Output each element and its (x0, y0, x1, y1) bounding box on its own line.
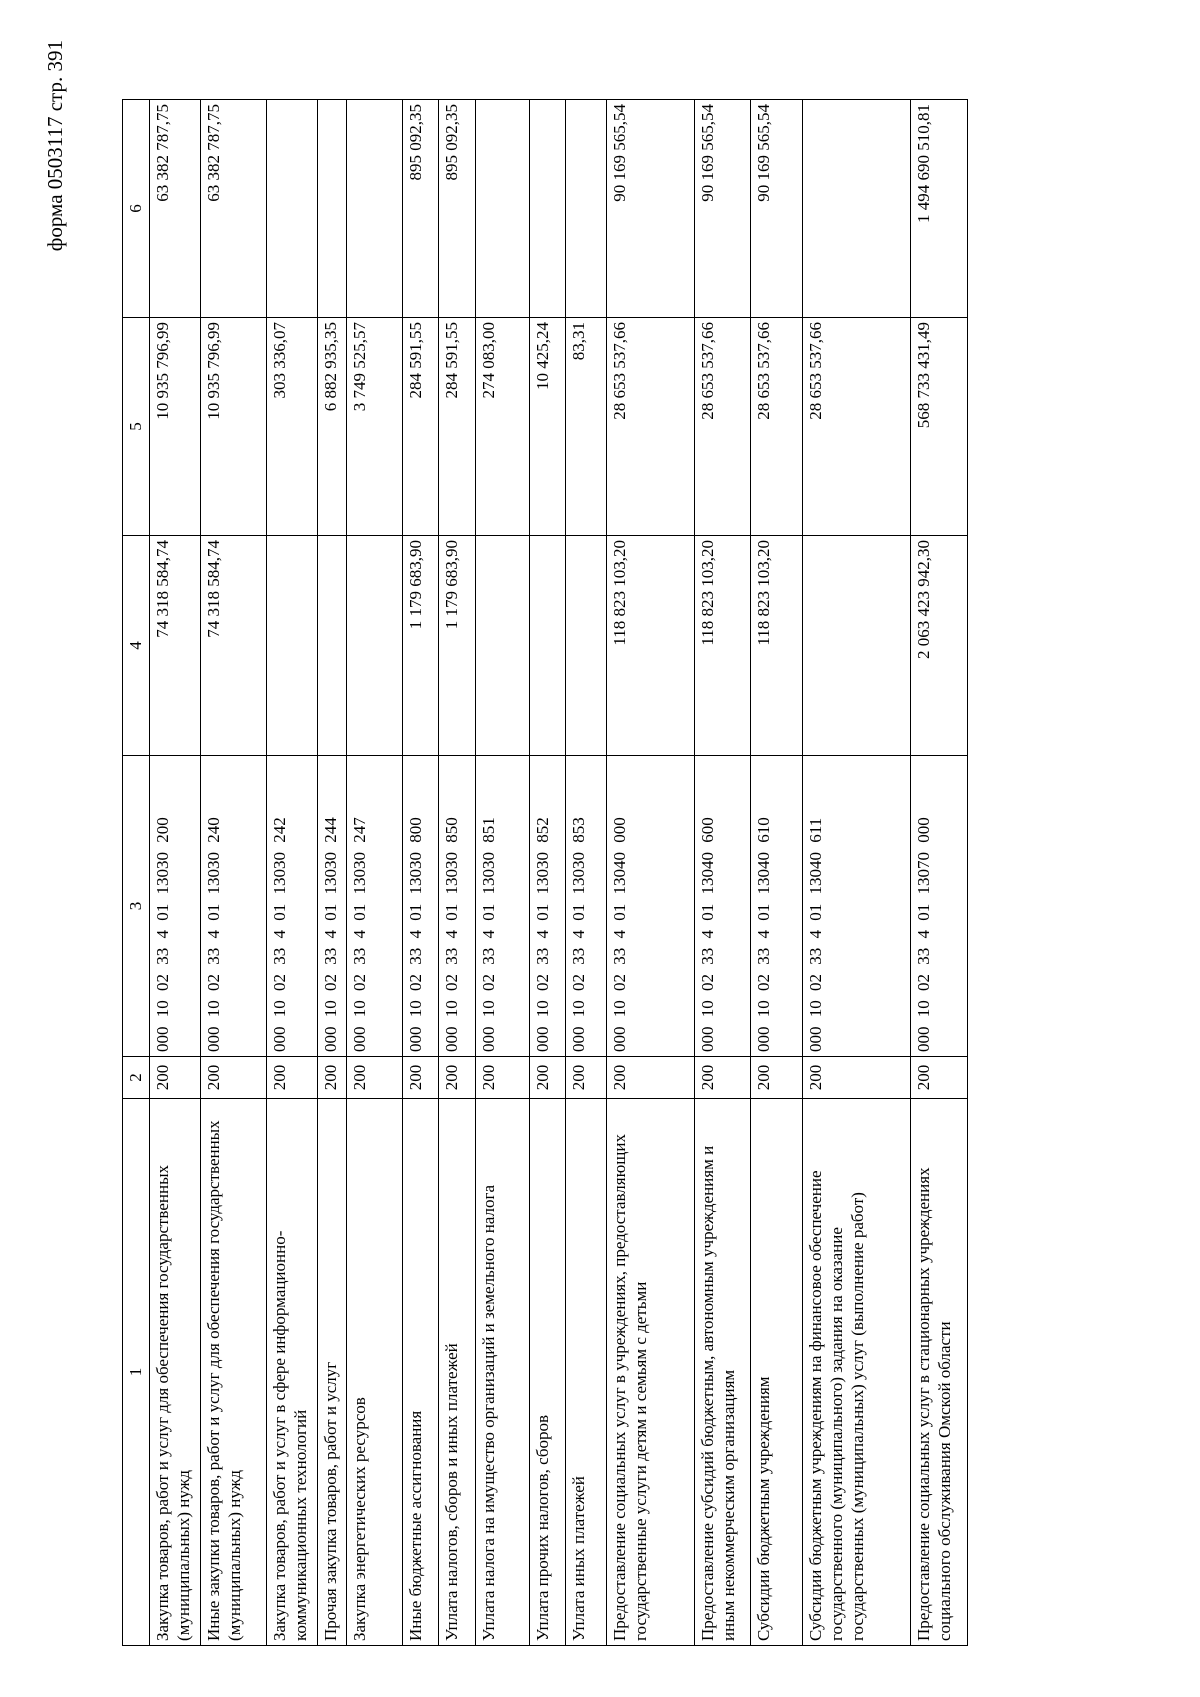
row-name: Предоставление субсидий бюджетным, автономным учреждениям и иным некоммерческим организациям (695, 1099, 751, 1646)
row-col6: 895 092,35 (403, 100, 439, 318)
header-cell: 4 (123, 536, 150, 756)
row-kbk: 000 10 02 33 4 01 13040 610 (751, 756, 803, 1057)
row-name: Уплата налога на имущество организаций и земельного налога (476, 1099, 530, 1646)
row-kbk: 000 10 02 33 4 01 13030 200 (150, 756, 201, 1057)
row-col4 (318, 536, 347, 756)
row-kbk: 000 10 02 33 4 01 13030 247 (347, 756, 403, 1057)
table-row (911, 100, 968, 1646)
row-col5: 284 591,55 (403, 318, 439, 536)
row-col5: 284 591,55 (439, 318, 476, 536)
row-name: Закупка энергетических ресурсов (347, 1099, 403, 1646)
row-name: Предоставление социальных услуг в учреждениях, предоставляющих государственные услуги детям и семьям с детьми (607, 1099, 695, 1646)
row-kbk: 000 10 02 33 4 01 13040 611 (803, 756, 911, 1057)
row-col5: 6 882 935,35 (318, 318, 347, 536)
row-col6: 90 169 565,54 (751, 100, 803, 318)
row-code: 200 (439, 1057, 476, 1099)
row-col4: 1 179 683,90 (439, 536, 476, 756)
table-row (607, 100, 695, 1646)
table-row (530, 100, 566, 1646)
report-table (122, 99, 968, 1646)
row-col4: 2 063 423 942,30 (911, 536, 968, 756)
report-page (122, 100, 1067, 1646)
row-name: Субсидии бюджетным учреждениям на финансовое обеспечение государственного (муниципального) задания на оказание государственных (муниципальных) услуг (выполнение работ) (803, 1099, 911, 1646)
row-col6 (530, 100, 566, 318)
row-col5: 10 935 796,99 (201, 318, 267, 536)
row-col4 (566, 536, 607, 756)
row-code: 200 (347, 1057, 403, 1099)
table-row (318, 100, 347, 1646)
header-cell: 6 (123, 100, 150, 318)
row-col6: 63 382 787,75 (150, 100, 201, 318)
row-col5: 10 935 796,99 (150, 318, 201, 536)
header-cell: 2 (123, 1057, 150, 1099)
row-col5: 28 653 537,66 (751, 318, 803, 536)
row-code: 200 (150, 1057, 201, 1099)
row-kbk: 000 10 02 33 4 01 13030 853 (566, 756, 607, 1057)
header-cell: 5 (123, 318, 150, 536)
table-row (150, 100, 201, 1646)
row-name: Закупка товаров, работ и услуг в сфере информационно-коммуникационных технологий (267, 1099, 318, 1646)
row-code: 200 (911, 1057, 968, 1099)
row-code: 200 (751, 1057, 803, 1099)
row-col5: 10 425,24 (530, 318, 566, 536)
header-row (123, 100, 150, 1646)
row-kbk: 000 10 02 33 4 01 13030 244 (318, 756, 347, 1057)
row-col6: 90 169 565,54 (607, 100, 695, 318)
row-col5: 28 653 537,66 (803, 318, 911, 536)
row-col5: 83,31 (566, 318, 607, 536)
row-kbk: 000 10 02 33 4 01 13030 800 (403, 756, 439, 1057)
row-col4 (530, 536, 566, 756)
row-col6: 90 169 565,54 (695, 100, 751, 318)
row-code: 200 (318, 1057, 347, 1099)
row-name: Уплата иных платежей (566, 1099, 607, 1646)
row-kbk: 000 10 02 33 4 01 13030 851 (476, 756, 530, 1057)
table-row (695, 100, 751, 1646)
header-cell: 3 (123, 756, 150, 1057)
row-kbk: 000 10 02 33 4 01 13040 000 (607, 756, 695, 1057)
row-name: Предоставление социальных услуг в стационарных учреждениях социального обслуживания Омской области (911, 1099, 968, 1646)
row-col5: 568 733 431,49 (911, 318, 968, 536)
row-name: Уплата прочих налогов, сборов (530, 1099, 566, 1646)
table-row (267, 100, 318, 1646)
table-row (803, 100, 911, 1646)
row-col4: 118 823 103,20 (607, 536, 695, 756)
row-code: 200 (201, 1057, 267, 1099)
row-col6 (476, 100, 530, 318)
row-col4: 74 318 584,74 (150, 536, 201, 756)
row-col6: 63 382 787,75 (201, 100, 267, 318)
row-col4 (267, 536, 318, 756)
row-kbk: 000 10 02 33 4 01 13030 852 (530, 756, 566, 1057)
row-code: 200 (566, 1057, 607, 1099)
row-col5: 28 653 537,66 (695, 318, 751, 536)
table-row (201, 100, 267, 1646)
header-cell: 1 (123, 1099, 150, 1646)
row-name: Субсидии бюджетным учреждениям (751, 1099, 803, 1646)
table-row (347, 100, 403, 1646)
row-code: 200 (607, 1057, 695, 1099)
row-col5: 3 749 525,57 (347, 318, 403, 536)
row-name: Иные бюджетные ассигнования (403, 1099, 439, 1646)
row-col5: 303 336,07 (267, 318, 318, 536)
row-code: 200 (476, 1057, 530, 1099)
row-name: Закупка товаров, работ и услуг для обеспечения государственных (муниципальных) нужд (150, 1099, 201, 1646)
row-col4: 74 318 584,74 (201, 536, 267, 756)
row-kbk: 000 10 02 33 4 01 13030 240 (201, 756, 267, 1057)
row-kbk: 000 10 02 33 4 01 13030 850 (439, 756, 476, 1057)
row-col5: 274 083,00 (476, 318, 530, 536)
row-code: 200 (530, 1057, 566, 1099)
form-label: форма 0503117 стр. 391 (43, 40, 67, 252)
row-col4: 118 823 103,20 (695, 536, 751, 756)
row-kbk: 000 10 02 33 4 01 13040 600 (695, 756, 751, 1057)
row-col6 (318, 100, 347, 318)
row-code: 200 (403, 1057, 439, 1099)
table-row (751, 100, 803, 1646)
row-col4 (347, 536, 403, 756)
row-col6 (566, 100, 607, 318)
row-col6 (803, 100, 911, 318)
row-name: Уплата налогов, сборов и иных платежей (439, 1099, 476, 1646)
row-code: 200 (803, 1057, 911, 1099)
table-row (403, 100, 439, 1646)
row-col6 (347, 100, 403, 318)
table-row (566, 100, 607, 1646)
row-name: Прочая закупка товаров, работ и услуг (318, 1099, 347, 1646)
row-code: 200 (267, 1057, 318, 1099)
row-kbk: 000 10 02 33 4 01 13070 000 (911, 756, 968, 1057)
row-col6: 1 494 690 510,81 (911, 100, 968, 318)
row-col4 (476, 536, 530, 756)
row-col4 (803, 536, 911, 756)
table-row (439, 100, 476, 1646)
row-kbk: 000 10 02 33 4 01 13030 242 (267, 756, 318, 1057)
row-col4: 1 179 683,90 (403, 536, 439, 756)
row-col4: 118 823 103,20 (751, 536, 803, 756)
row-col6 (267, 100, 318, 318)
row-col5: 28 653 537,66 (607, 318, 695, 536)
table-row (476, 100, 530, 1646)
row-name: Иные закупки товаров, работ и услуг для обеспечения государственных (муниципальных) нужд (201, 1099, 267, 1646)
row-col6: 895 092,35 (439, 100, 476, 318)
row-code: 200 (695, 1057, 751, 1099)
